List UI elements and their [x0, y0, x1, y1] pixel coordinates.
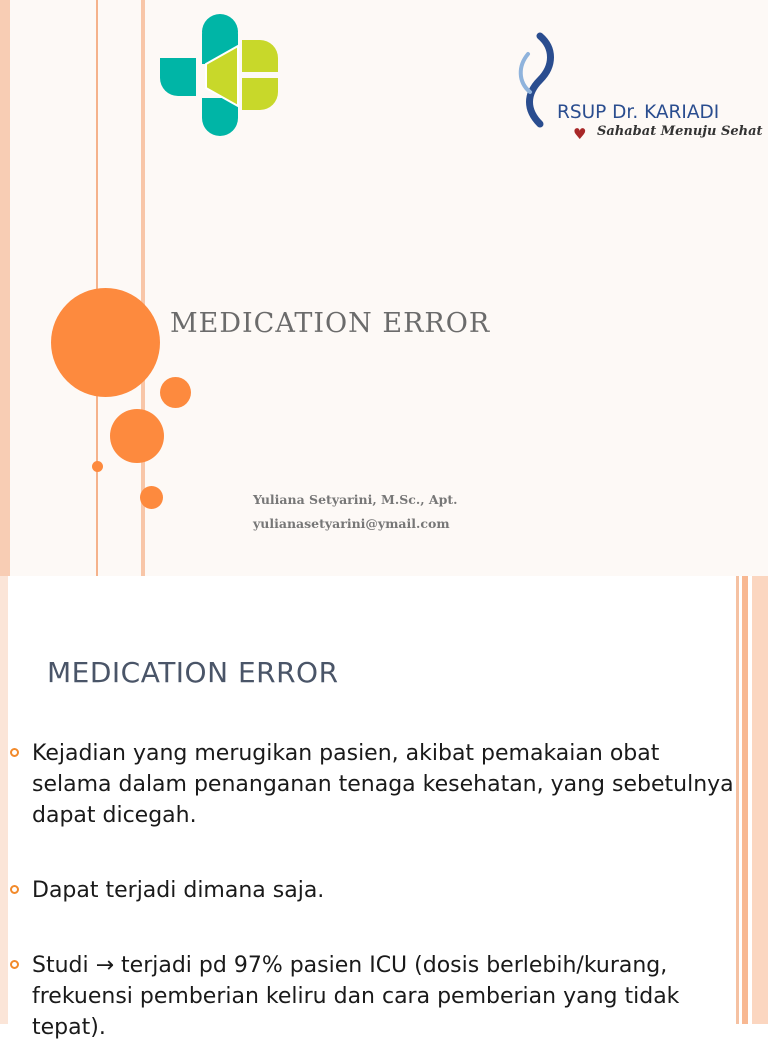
- left-decorative-stripe: [0, 576, 8, 1024]
- decorative-circle: [140, 486, 163, 509]
- bullet-icon: [10, 960, 19, 969]
- bullet-text: Kejadian yang merugikan pasien, akibat pemakaian obat selama dalam penanganan tenaga kesehatan, yang sebetulnya dapat dicegah.: [32, 741, 734, 828]
- bullet-icon: [10, 748, 19, 757]
- bullet-item: [10, 738, 745, 831]
- heart-icon: ♥: [573, 125, 587, 143]
- kemenkes-logo: [156, 14, 282, 142]
- author-email: yulianasetyarini@ymail.com: [253, 516, 450, 531]
- bullet-text: Dapat terjadi dimana saja.: [32, 878, 325, 903]
- slide-title: MEDICATION ERROR: [170, 308, 491, 339]
- bullet-item: [10, 875, 745, 906]
- bullet-icon: [10, 885, 19, 894]
- hospital-tagline: Sahabat Menuju Sehat: [597, 124, 763, 139]
- author-name: Yuliana Setyarini, M.Sc., Apt.: [253, 492, 458, 507]
- slide-heading: MEDICATION ERROR: [47, 656, 339, 689]
- right-decorative-stripe: [752, 576, 768, 1024]
- bullet-item: [10, 950, 745, 1043]
- rsup-kariadi-logo: [510, 32, 763, 152]
- decorative-circle: [160, 377, 191, 408]
- decorative-circle: [51, 288, 160, 397]
- left-decorative-stripe: [0, 0, 10, 576]
- decorative-circle: [110, 409, 164, 463]
- content-slide: [0, 576, 768, 1040]
- decorative-circle: [92, 461, 103, 472]
- hospital-name: RSUP Dr. KARIADI: [557, 102, 720, 123]
- bullet-text: Studi → terjadi pd 97% pasien ICU (dosis berlebih/kurang, frekuensi pemberian keliru dan cara pemberian yang tidak tepat).: [32, 953, 680, 1040]
